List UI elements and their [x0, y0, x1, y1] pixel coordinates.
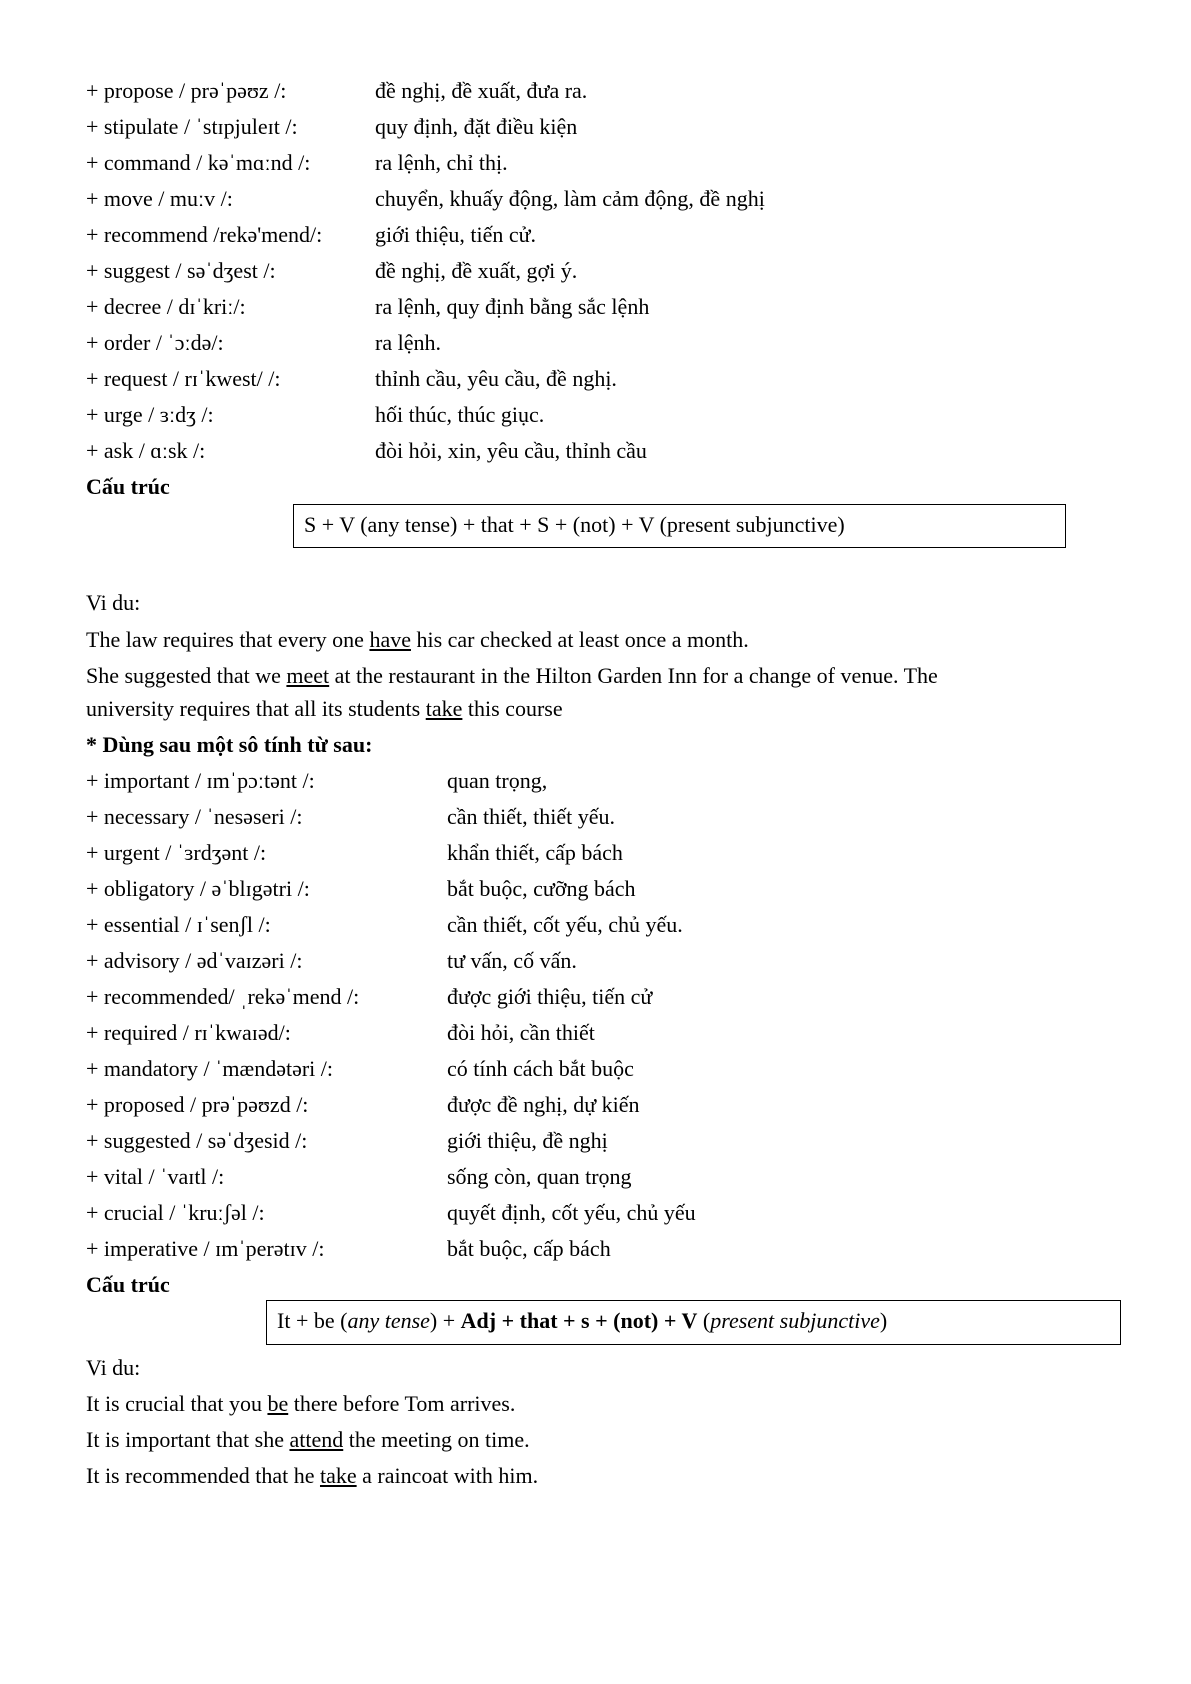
subjunctive-verb: meet	[286, 663, 330, 688]
adjective-meaning: quyết định, cốt yếu, chủ yếu	[447, 1200, 696, 1225]
adjective-term: + mandatory / ˈmændətəri /:	[86, 1056, 334, 1081]
adjective-term: + crucial / ˈkruːʃəl /:	[86, 1200, 265, 1225]
adjective-meaning: có tính cách bắt buộc	[447, 1056, 634, 1081]
sentence-text: his car checked at least once a month.	[410, 627, 749, 652]
adjective-meaning: đòi hỏi, cần thiết	[447, 1020, 595, 1045]
sentence-text: It is important that she	[86, 1427, 290, 1452]
structure-heading: Cấu trúc	[86, 1272, 170, 1297]
example-sentence	[86, 1391, 515, 1417]
formula-part: ) +	[429, 1308, 461, 1333]
adjective-term: + advisory / ədˈvaɪzəri /:	[86, 948, 303, 973]
adjective-term: + suggested / səˈdʒesid /:	[86, 1128, 308, 1153]
adjective-term: + imperative / ɪmˈperətɪv /:	[86, 1236, 325, 1261]
structure-formula: S + V (any tense) + that + S + (not) + V (present subjunctive)	[304, 512, 845, 537]
adjective-meaning: giới thiệu, đề nghị	[447, 1128, 608, 1153]
adjective-term: + necessary / ˈnesəseri /:	[86, 804, 303, 829]
adjective-meaning: bắt buộc, cấp bách	[447, 1236, 611, 1261]
sentence-text: the meeting on time.	[343, 1427, 530, 1452]
verb-term: + ask / ɑːsk /:	[86, 438, 206, 463]
adjective-meaning: được đề nghị, dự kiến	[447, 1092, 640, 1117]
adjective-meaning: được giới thiệu, tiến cử	[447, 984, 653, 1009]
adjective-term: + obligatory / əˈblɪgətri /:	[86, 876, 310, 901]
section-heading: * Dùng sau một sô tính từ sau:	[86, 732, 373, 757]
adjective-term: + proposed / prəˈpəʊzd /:	[86, 1092, 309, 1117]
verb-meaning: quy định, đặt điều kiện	[375, 114, 578, 139]
formula-part: any tense	[347, 1308, 430, 1333]
sentence-text: It is crucial that you	[86, 1391, 268, 1416]
verb-term: + decree / dɪˈkriː/:	[86, 294, 246, 319]
subjunctive-verb: have	[369, 627, 411, 652]
formula-part: present subjunctive	[710, 1308, 880, 1333]
example-sentence	[86, 1463, 538, 1489]
subjunctive-verb: attend	[289, 1427, 344, 1452]
verb-meaning: giới thiệu, tiến cử.	[375, 222, 537, 247]
formula-part: )	[879, 1308, 888, 1333]
verb-term: + request / rɪˈkwest/ /:	[86, 366, 281, 391]
verb-term: + stipulate / ˈstɪpjuleɪt /:	[86, 114, 298, 139]
verb-meaning: thỉnh cầu, yêu cầu, đề nghị.	[375, 366, 617, 391]
sentence-text: The law requires that every one	[86, 627, 370, 652]
subjunctive-verb: be	[267, 1391, 289, 1416]
verb-term: + order / ˈɔːdə/:	[86, 330, 224, 355]
structure-heading: Cấu trúc	[86, 474, 170, 499]
structure-formula-box	[266, 1300, 1121, 1345]
verb-term: + propose / prəˈpəʊz /:	[86, 78, 287, 103]
adjective-term: + important / ɪmˈpɔːtənt /:	[86, 768, 315, 793]
verb-meaning: ra lệnh, quy định bằng sắc lệnh	[375, 294, 650, 319]
adjective-meaning: khẩn thiết, cấp bách	[447, 840, 623, 865]
adjective-meaning: cần thiết, cốt yếu, chủ yếu.	[447, 912, 683, 937]
verb-meaning: ra lệnh.	[375, 330, 441, 355]
sentence-text: this course	[462, 696, 563, 721]
adjective-meaning: sống còn, quan trọng	[447, 1164, 632, 1189]
example-label: Vi du:	[86, 590, 141, 615]
verb-term: + recommend /rekə'mend/:	[86, 222, 323, 247]
verb-meaning: đòi hỏi, xin, yêu cầu, thỉnh cầu	[375, 438, 647, 463]
verb-meaning: đề nghị, đề xuất, đưa ra.	[375, 78, 588, 103]
structure-formula-box	[293, 504, 1066, 548]
example-sentence	[86, 1427, 530, 1453]
adjective-term: + required / rɪˈkwaɪəd/:	[86, 1020, 291, 1045]
sentence-text: university requires that all its students	[86, 696, 426, 721]
adjective-term: + recommended/ ˌrekəˈmend /:	[86, 984, 360, 1009]
verb-term: + move / muːv /:	[86, 186, 233, 211]
formula-part: It + be (	[277, 1308, 348, 1333]
verb-term: + suggest / səˈdʒest /:	[86, 258, 276, 283]
adjective-meaning: tư vấn, cố vấn.	[447, 948, 577, 973]
sentence-text: at the restaurant in the Hilton Garden Inn for a change of venue. The	[329, 663, 938, 688]
adjective-term: + urgent / ˈɜrdʒənt /:	[86, 840, 267, 865]
sentence-text: She suggested that we	[86, 663, 287, 688]
subjunctive-verb: take	[319, 1463, 357, 1488]
adjective-meaning: quan trọng,	[447, 768, 548, 793]
example-sentence	[86, 696, 563, 722]
subjunctive-verb: take	[425, 696, 463, 721]
verb-term: + command / kəˈmɑːnd /:	[86, 150, 311, 175]
formula-part: (	[697, 1308, 711, 1333]
verb-meaning: ra lệnh, chỉ thị.	[375, 150, 508, 175]
adjective-meaning: cần thiết, thiết yếu.	[447, 804, 615, 829]
sentence-text: It is recommended that he	[86, 1463, 320, 1488]
adjective-term: + essential / ɪˈsenʃl /:	[86, 912, 271, 937]
example-sentence	[86, 627, 749, 653]
verb-meaning: đề nghị, đề xuất, gợi ý.	[375, 258, 578, 283]
sentence-text: there before Tom arrives.	[288, 1391, 516, 1416]
verb-term: + urge / ɜːdʒ /:	[86, 402, 214, 427]
verb-meaning: chuyển, khuấy động, làm cảm động, đề nghị	[375, 186, 765, 211]
verb-meaning: hối thúc, thúc giục.	[375, 402, 545, 427]
adjective-meaning: bắt buộc, cưỡng bách	[447, 876, 636, 901]
example-sentence	[86, 663, 938, 689]
formula-part: Adj + that + s + (not) + V	[460, 1308, 698, 1333]
example-label: Vi du:	[86, 1355, 141, 1380]
sentence-text: a raincoat with him.	[356, 1463, 539, 1488]
adjective-term: + vital / ˈvaɪtl /:	[86, 1164, 225, 1189]
